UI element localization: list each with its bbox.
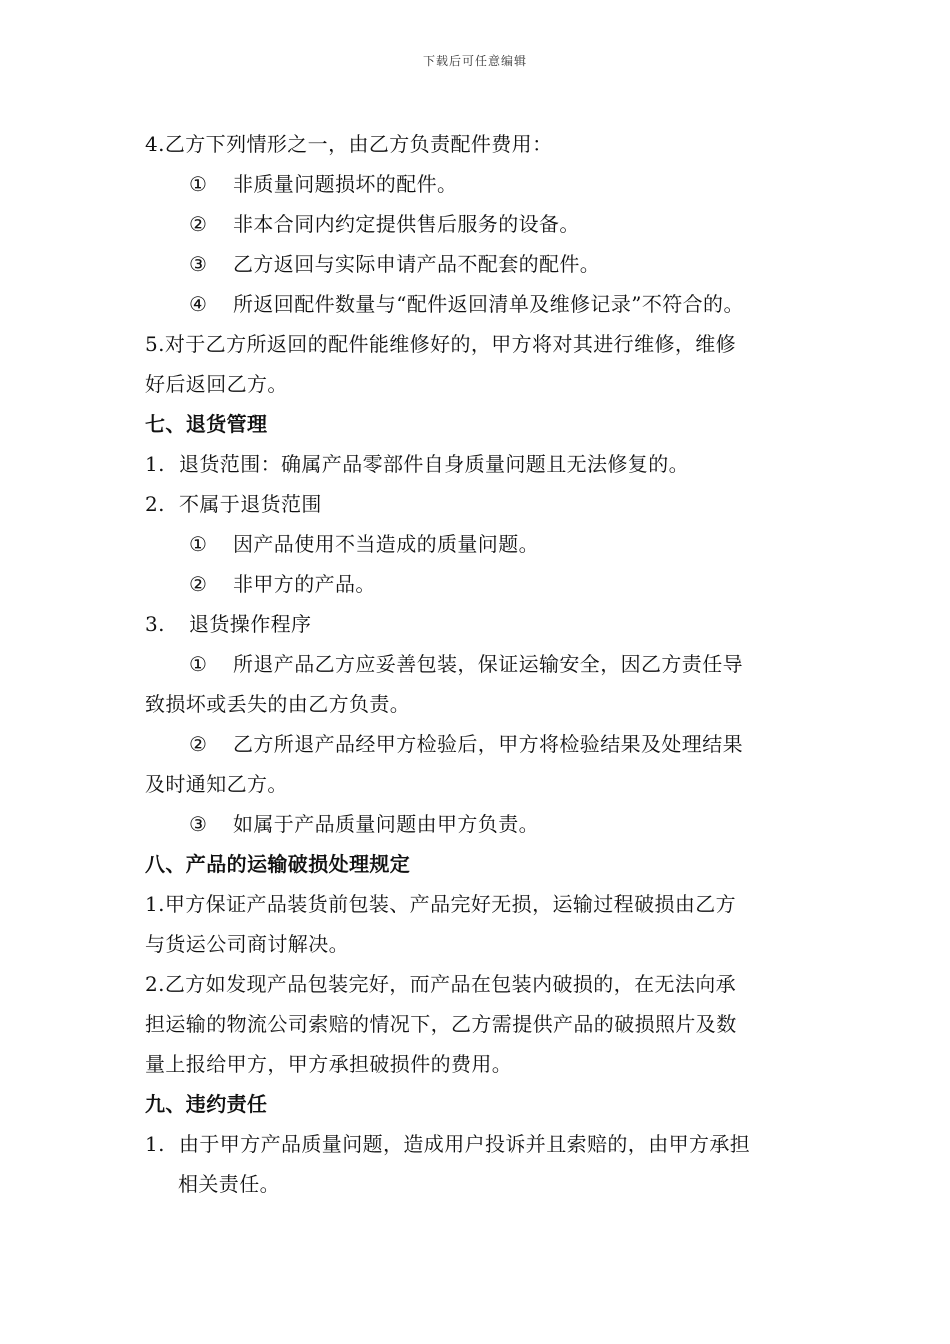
numbered-item xyxy=(145,1124,810,1164)
line-text: 所返回配件数量与“配件返回清单及维修记录”不符合的。 xyxy=(233,292,744,316)
line-text: 致损坏或丢失的由乙方负责。 xyxy=(145,692,411,716)
line-text: 量上报给甲方，甲方承担破损件的费用。 xyxy=(145,1052,513,1076)
line-text: 4.乙方下列情形之一，由乙方负责配件费用： xyxy=(145,132,553,156)
line-text: 2.乙方如发现产品包装完好，而产品在包装内破损的，在无法向承 xyxy=(145,972,737,996)
list-marker: ② xyxy=(189,212,208,236)
line-text: 与货运公司商讨解决。 xyxy=(145,932,349,956)
list-marker: ① xyxy=(189,532,208,556)
line-text: 不属于退货范围 xyxy=(179,492,322,516)
line-text: 八、产品的运输破损处理规定 xyxy=(145,852,411,876)
line-text: 如属于产品质量问题由甲方负责。 xyxy=(233,812,539,836)
list-item xyxy=(145,524,810,564)
paragraph-line xyxy=(145,924,810,964)
page-header: 下载后可任意编辑 xyxy=(422,54,527,68)
section-heading xyxy=(145,404,810,444)
line-text: 担运输的物流公司索赔的情况下，乙方需提供产品的破损照片及数 xyxy=(145,1012,737,1036)
numbered-item xyxy=(145,444,810,484)
list-marker: 3. xyxy=(145,612,165,636)
paragraph-line xyxy=(145,684,810,724)
list-marker: 1. xyxy=(145,1132,165,1156)
paragraph-line xyxy=(145,1004,810,1044)
line-text: 退货范围：确属产品零部件自身质量问题且无法修复的。 xyxy=(179,452,689,476)
numbered-item xyxy=(145,484,810,524)
numbered-item xyxy=(145,604,810,644)
paragraph-line xyxy=(145,764,810,804)
line-text: 非质量问题损坏的配件。 xyxy=(233,172,458,196)
list-marker: 1. xyxy=(145,452,165,476)
line-text: 5.对于乙方所返回的配件能维修好的，甲方将对其进行维修，维修 xyxy=(145,332,737,356)
paragraph-line xyxy=(145,124,810,164)
document-body xyxy=(145,124,810,1204)
section-heading xyxy=(145,844,810,884)
section-heading xyxy=(145,1084,810,1124)
line-text: 退货操作程序 xyxy=(189,612,312,636)
line-text: 非本合同内约定提供售后服务的设备。 xyxy=(233,212,580,236)
line-text: 1.甲方保证产品装货前包装、产品完好无损，运输过程破损由乙方 xyxy=(145,892,737,916)
line-text: 好后返回乙方。 xyxy=(145,372,288,396)
list-item xyxy=(145,164,810,204)
paragraph-line xyxy=(145,364,810,404)
list-item xyxy=(145,804,810,844)
paragraph-line xyxy=(145,324,810,364)
line-text: 相关责任。 xyxy=(178,1172,280,1196)
list-item xyxy=(145,204,810,244)
line-text: 七、退货管理 xyxy=(145,412,268,436)
paragraph-line xyxy=(145,964,810,1004)
paragraph-line xyxy=(145,1044,810,1084)
line-text: 及时通知乙方。 xyxy=(145,772,288,796)
line-text: 九、违约责任 xyxy=(145,1092,268,1116)
list-marker: ① xyxy=(189,652,208,676)
list-marker: ① xyxy=(189,172,208,196)
list-marker: ④ xyxy=(189,292,208,316)
list-item xyxy=(145,284,810,324)
list-marker: ② xyxy=(189,732,208,756)
list-item xyxy=(145,644,810,684)
paragraph-line xyxy=(145,884,810,924)
line-text: 因产品使用不当造成的质量问题。 xyxy=(233,532,539,556)
line-text: 乙方返回与实际申请产品不配套的配件。 xyxy=(233,252,601,276)
paragraph-line xyxy=(145,1164,810,1204)
list-item xyxy=(145,724,810,764)
list-marker: 2. xyxy=(145,492,165,516)
line-text: 非甲方的产品。 xyxy=(233,572,376,596)
line-text: 乙方所退产品经甲方检验后，甲方将检验结果及处理结果 xyxy=(233,732,743,756)
list-marker: ③ xyxy=(189,252,208,276)
line-text: 由于甲方产品质量问题，造成用户投诉并且索赔的，由甲方承担 xyxy=(179,1132,751,1156)
list-marker: ③ xyxy=(189,812,208,836)
list-item xyxy=(145,564,810,604)
line-text: 所退产品乙方应妥善包装，保证运输安全，因乙方责任导 xyxy=(233,652,743,676)
list-item xyxy=(145,244,810,284)
list-marker: ② xyxy=(189,572,208,596)
